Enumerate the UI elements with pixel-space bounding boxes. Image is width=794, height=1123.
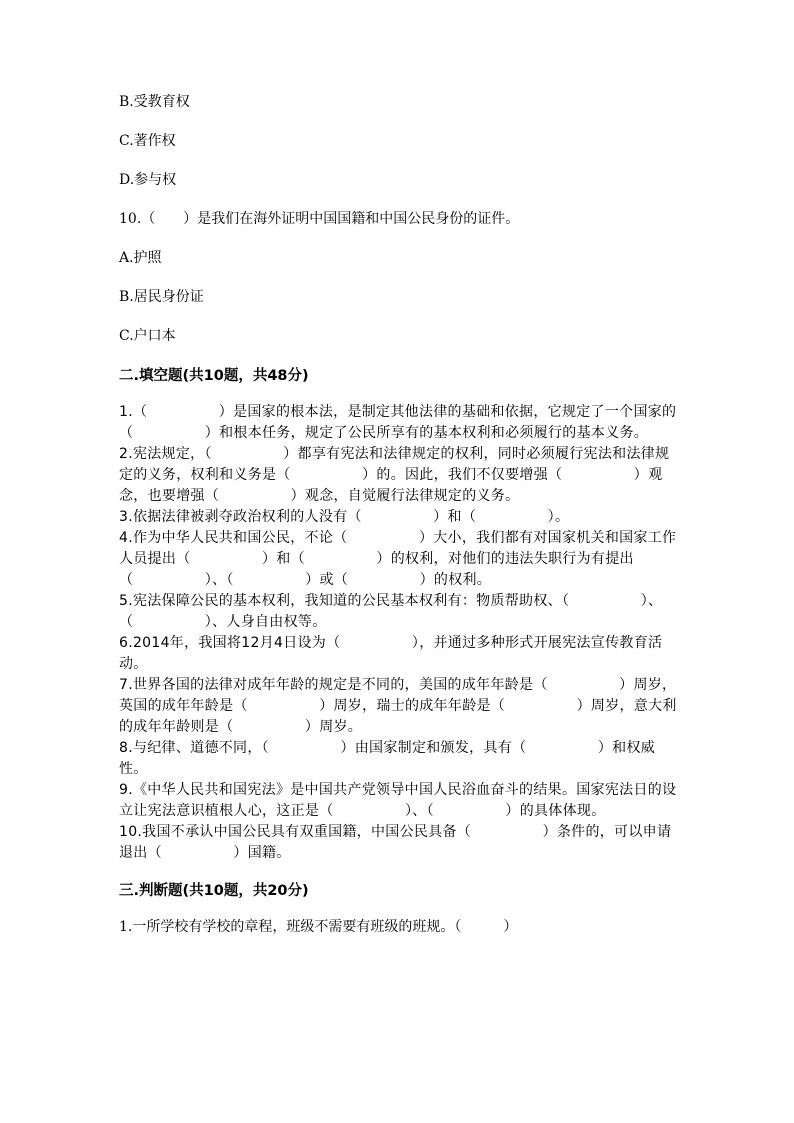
fill-question-8: 8.与纪律、道德不同，（ ）由国家制定和颁发，具有（ ）和权威性。 (119, 740, 656, 777)
fill-question-10: 10.我国不承认中国公民具有双重国籍，中国公民具备（ ）条件的，可以申请退出（ ）国籍。 (119, 824, 672, 861)
option-a: A.护照 (119, 250, 162, 266)
fill-question-9: 9.《中华人民共和国宪法》是中国共产党领导中国人民浴血奋斗的结果。国家宪法日的设立让宪法意识植根人心，这正是（ ）、（ ）的具体体现。 (119, 782, 677, 819)
fill-question-2: 2.宪法规定，（ ）都享有宪法和法律规定的权利，同时必须履行宪法和法律规定的义务，权利和义务是（ ）的。因此，我们不仅要增强（ ）观念，也要增强（ ）观念，自觉履行法律规定的义务。 (119, 446, 670, 504)
question-9-options (119, 92, 679, 190)
fill-question-3: 3.依据法律被剥夺政治权利的人没有（ ）和（ ）。 (119, 509, 570, 525)
fill-question-7: 7.世界各国的法律对成年年龄的规定是不同的，美国的成年年龄是（ ）周岁，英国的成年年龄是（ ）周岁，瑞士的成年年龄是（ ）周岁，意大利的成年年龄则是（ ）周岁。 (119, 677, 677, 735)
question-10 (119, 209, 679, 346)
fill-question-1: 1.（ ）是国家的根本法，是制定其他法律的基础和依据，它规定了一个国家的（ ）和根本任务，规定了公民所享有的基本权利和必须履行的基本义务。 (119, 404, 677, 441)
option-d: D.参与权 (119, 172, 177, 188)
fill-question-5: 5.宪法保障公民的基本权利，我知道的公民基本权利有：物质帮助权、（ ）、（ ）、人身自由权等。 (119, 593, 663, 630)
option-b: B.受教育权 (119, 94, 190, 110)
judge-question-1: 1.一所学校有学校的章程，班级不需要有班级的班规。（ ） (119, 919, 518, 935)
option-c: C.户口本 (119, 328, 176, 344)
option-c: C.著作权 (119, 133, 176, 149)
fill-in-blank-list (119, 402, 679, 864)
true-false-list (119, 917, 679, 937)
fill-question-6: 6.2014年，我国将12月4日设为（ ），并通过多种形式开展宪法宣传教育活动。 (119, 635, 663, 672)
option-b: B.居民身份证 (119, 289, 204, 305)
section-2-title: 二.填空题(共10题，共48分) (119, 368, 309, 384)
document-page (119, 92, 679, 956)
fill-question-4: 4.作为中华人民共和国公民，不论（ ）大小，我们都有对国家机关和国家工作人员提出（ ）和（ ）的权利，对他们的违法失职行为有提出（ ）、（ ）或（ ）的权利。 (119, 530, 677, 588)
section-3-title: 三.判断题(共10题，共20分) (119, 883, 309, 899)
question-stem: 10.（ ）是我们在海外证明中国国籍和中国公民身份的证件。 (119, 211, 520, 227)
